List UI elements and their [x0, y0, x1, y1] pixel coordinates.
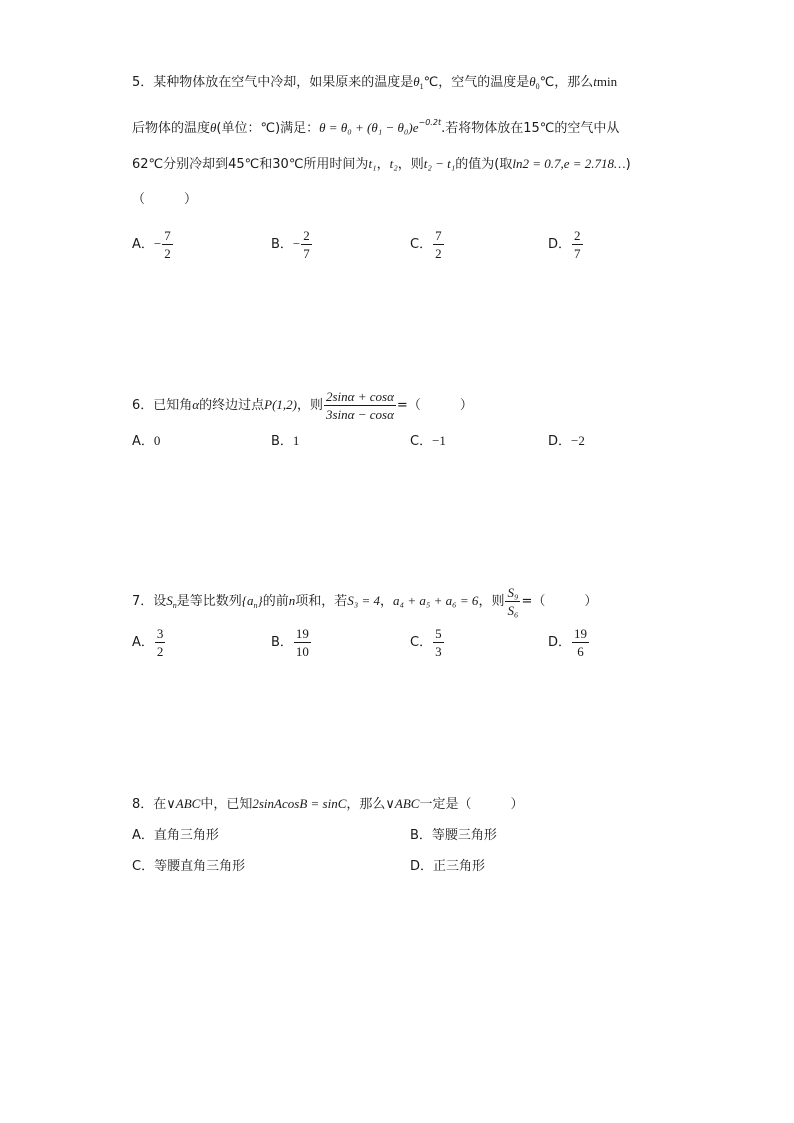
q5-text: ) [625, 157, 631, 172]
q7-sequence-sub: n [253, 601, 258, 610]
q5-text: ，则 [397, 157, 424, 172]
q5-option-a[interactable] [132, 227, 174, 262]
denominator: S₆ [507, 603, 519, 618]
q5-line-2 [132, 113, 619, 139]
q7-text: 7．设 [132, 594, 167, 609]
q7-text: ，则 [478, 594, 505, 609]
option-label: C． [410, 434, 433, 449]
option-label: B． [271, 434, 293, 449]
numerator: 19 [295, 626, 309, 641]
denominator: 10 [295, 644, 309, 659]
q5-t: t [593, 74, 597, 89]
numerator: 7 [435, 228, 442, 243]
q5-text: 的值为(取 [455, 157, 513, 172]
q5-text: ℃，空气的温度是 [423, 75, 530, 90]
q5-diff: t₂ − t₁ [423, 156, 456, 171]
option-text: 等腰直角三角形 [154, 859, 246, 874]
q7-option-a[interactable] [132, 625, 166, 660]
numerator: 2sinα + cosα [326, 389, 394, 404]
q5-theta1: θ [413, 74, 420, 89]
q5-text: .若将物体放在15℃的空气中从 [441, 121, 620, 136]
option-label: D． [548, 434, 572, 449]
q6-stem [132, 388, 473, 423]
q5-constants: ln2 = 0.7,e = 2.718… [512, 156, 626, 171]
q5-line-3: 62℃分别冷却到45℃和30℃所用时间为t₁，t₂，则t₂ − t₁的值为(取ln2 = 0.7,e = 2.718…) [132, 156, 631, 172]
q5-option-d[interactable] [548, 227, 584, 262]
option-label: A． [132, 237, 154, 252]
denominator: 7 [303, 246, 310, 261]
option-fraction [294, 625, 311, 660]
q6-alpha: α [192, 397, 200, 412]
q8-text: ，那么 [346, 797, 386, 812]
option-text: 正三角形 [433, 859, 486, 874]
q7-sum: a₄ + a₅ + a₆ = 6 [393, 593, 479, 608]
option-sign: − [153, 236, 162, 251]
option-label: D． [548, 237, 572, 252]
denominator: 3sinα − cosα [326, 407, 394, 422]
denominator: 2 [435, 246, 442, 261]
q5-text: ℃，那么 [539, 75, 594, 90]
option-text: 等腰三角形 [431, 828, 497, 843]
q5-formula: θ = θ₀ + (θ₁ − θ₀)e [319, 120, 419, 135]
q5-exponent: −0.2t [418, 118, 442, 127]
denominator: 6 [577, 644, 584, 659]
q8-equation: 2sinAcosB = sinC [252, 796, 347, 811]
q7-fraction [505, 584, 520, 619]
q7-sequence: {a [241, 593, 254, 608]
numerator: S₉ [507, 585, 519, 600]
q5-text: 5．某种物体放在空气中冷却，如果原来的温度是 [132, 75, 414, 90]
q7-stem [132, 584, 597, 623]
q7-sn-sub: n [172, 601, 177, 610]
option-label: B． [271, 635, 293, 650]
q6-option-a[interactable] [132, 431, 160, 452]
q6-option-b[interactable] [271, 431, 299, 452]
q6-fraction [324, 388, 396, 423]
option-label: C． [410, 237, 433, 252]
option-label: B． [271, 237, 293, 252]
q8-text: 8．在 [132, 797, 167, 812]
q7-text: 的前 [262, 594, 289, 609]
q5-text: 62℃分别冷却到45℃和30℃所用时间为 [132, 157, 369, 172]
q5-theta1-sub: 1 [419, 82, 424, 91]
denominator: 2 [156, 644, 164, 659]
q7-text: =（ ） [521, 594, 598, 609]
q5-theta0: θ [529, 74, 536, 89]
q5-text: (单位：℃)满足： [216, 121, 320, 136]
q5-t2: t₂ [389, 156, 398, 171]
option-fraction [572, 227, 583, 262]
option-fraction [433, 625, 444, 660]
q8-triangle: ∨ABC [166, 796, 201, 811]
q8-option-b[interactable] [410, 826, 497, 846]
option-label: D． [410, 859, 434, 874]
q7-n: n [288, 593, 296, 608]
q7-text: ， [380, 594, 394, 609]
q7-option-d[interactable] [548, 625, 590, 660]
q5-option-b[interactable] [271, 227, 313, 262]
denominator: 2 [164, 246, 171, 261]
option-value: −1 [432, 433, 446, 448]
option-text: 直角三角形 [153, 828, 219, 843]
q6-option-d[interactable] [548, 431, 585, 452]
option-fraction [433, 227, 444, 262]
q8-option-a[interactable] [132, 826, 219, 846]
q6-text: 6．已知角 [132, 398, 193, 413]
q5-line-1 [132, 72, 617, 97]
q7-option-c[interactable] [410, 625, 445, 660]
option-value: −2 [571, 433, 585, 448]
option-fraction [155, 625, 166, 660]
option-label: D． [548, 635, 572, 650]
numerator: 3 [156, 626, 164, 641]
q8-option-c[interactable] [132, 857, 245, 877]
q5-t1: t₁ [368, 156, 377, 171]
q7-text: 是等比数列 [176, 594, 242, 609]
q7-text: 项和，若 [295, 594, 348, 609]
option-label: B． [410, 828, 432, 843]
q7-option-b[interactable] [271, 625, 312, 660]
q8-stem [132, 794, 523, 815]
numerator: 2 [303, 228, 310, 243]
q6-option-c[interactable] [410, 431, 446, 452]
option-value: 0 [153, 433, 161, 448]
option-label: A． [132, 434, 154, 449]
option-label: C． [132, 859, 155, 874]
option-label: C． [410, 635, 433, 650]
option-value: 1 [292, 433, 300, 448]
q6-text: ，则 [296, 398, 323, 413]
numerator: 5 [435, 626, 442, 641]
q5-answer-paren: （ ） [132, 192, 198, 207]
q8-text: 一定是（ ） [419, 797, 524, 812]
option-sign: − [292, 236, 301, 251]
option-label: A． [132, 635, 154, 650]
denominator: 7 [574, 246, 581, 261]
q6-point: P(1,2) [264, 397, 297, 412]
q5-theta0-sub: 0 [535, 82, 540, 91]
q7-sequence-close: } [257, 593, 263, 608]
numerator: 19 [574, 626, 588, 641]
option-label: A． [132, 828, 154, 843]
q5-min: min [596, 74, 618, 89]
option-fraction [162, 227, 173, 262]
q6-text: =（ ） [396, 398, 473, 413]
numerator: 2 [574, 228, 581, 243]
q5-theta: θ [210, 120, 217, 135]
option-fraction [301, 227, 312, 262]
q8-text: 中，已知 [200, 797, 253, 812]
q5-option-c[interactable] [410, 227, 445, 262]
denominator: 3 [435, 644, 442, 659]
q7-s3: S₃ = 4 [347, 593, 381, 608]
q8-option-d[interactable] [410, 857, 485, 877]
q5-text: 后物体的温度 [132, 121, 211, 136]
q6-text: 的终边过点 [199, 398, 265, 413]
q7-sn: S [166, 593, 173, 608]
numerator: 7 [164, 228, 171, 243]
option-fraction [572, 625, 589, 660]
q8-triangle: ∨ABC [385, 796, 420, 811]
